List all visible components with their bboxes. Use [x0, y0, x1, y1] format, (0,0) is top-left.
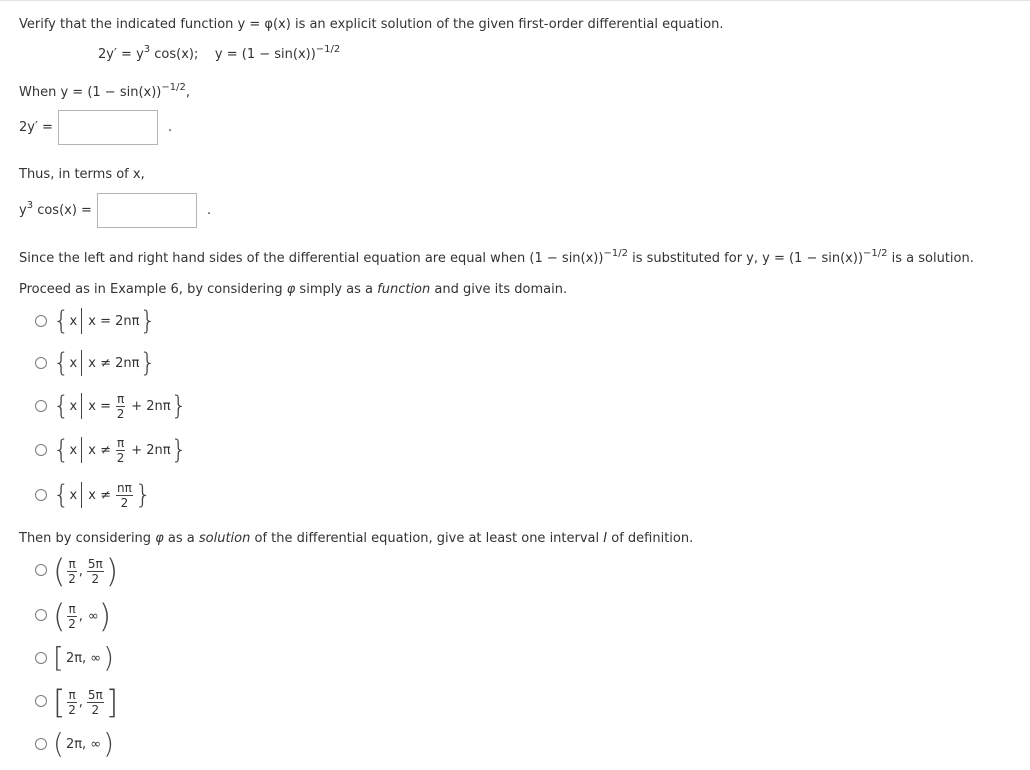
interval-option-radio[interactable]: [35, 564, 47, 576]
left-brace: {: [53, 306, 70, 336]
right-brace: }: [134, 480, 152, 510]
interval-option-radio[interactable]: [35, 609, 47, 621]
fraction: $\frac{\pi}{2}$: [68, 556, 76, 586]
lhs-row: [19, 110, 172, 145]
domain-option: { x x = $\frac{\pi}{2}$ + 2nπ }: [53, 391, 188, 421]
domain-option-radio[interactable]: [35, 444, 47, 456]
then-statement: Then by considering φ as a solution of the differential equation, give at least one interval I of definition.: [19, 531, 694, 546]
left-brace: {: [53, 480, 70, 510]
rhs-period: .: [206, 203, 212, 218]
fraction: $\frac{\pi}{2}$: [68, 687, 76, 717]
fraction: $\frac{\pi}{2}$: [68, 601, 76, 631]
since-statement: Since the left and right hand sides of the differential equation are equal when $(1 - \sin(x))^{-1/2}$ is substituted for y, $y = (1 - \sin(x))^{-1/2}$ is a solution.: [19, 248, 974, 266]
rhs-answer-input[interactable]: [97, 193, 197, 228]
domain-option: { x x ≠ 2nπ }: [53, 348, 156, 378]
domain-option: { x x ≠ $\frac{n\pi}{2}$ }: [53, 480, 152, 510]
domain-option-radio[interactable]: [35, 357, 47, 369]
interval-option: ( $\frac{\pi}{2}$ , $\frac{5\pi}{2}$ ): [53, 552, 119, 590]
interval-option-radio[interactable]: [35, 738, 47, 750]
such-that-bar: [81, 482, 82, 508]
left-brace: {: [53, 435, 70, 465]
such-that-bar: [81, 308, 82, 334]
proceed-statement: Proceed as in Example 6, by considering φ simply as a function and give its domain.: [19, 282, 568, 297]
when-statement: When $y = (1 - \sin(x))^{-1/2}$,: [19, 82, 190, 100]
interval-option-radio[interactable]: [35, 695, 47, 707]
interval-option: ( $\frac{\pi}{2}$ , ∞ ): [53, 597, 112, 635]
such-that-bar: [81, 393, 82, 419]
right-brace: }: [139, 306, 156, 336]
differential-equation: $2y' = y^3$ cos(x); $y = (1 - \sin(x))^{-1/2}$: [98, 44, 341, 62]
interval-option-radio[interactable]: [35, 652, 47, 664]
right-brace: }: [170, 391, 188, 421]
right-brace: }: [170, 435, 188, 465]
fraction: $\frac{\pi}{2}$: [116, 391, 125, 421]
rhs-label: $y^3$ cos(x) =: [19, 200, 92, 218]
fraction: $\frac{5\pi}{2}$: [87, 556, 103, 586]
rhs-row: [19, 193, 211, 228]
domain-option-radio[interactable]: [35, 315, 47, 327]
right-brace: }: [139, 348, 156, 378]
domain-option: { x x = 2nπ }: [53, 306, 156, 336]
lhs-label: 2y′ =: [19, 120, 53, 135]
domain-option-radio[interactable]: [35, 489, 47, 501]
question-intro: Verify that the indicated function y = φ(x) is an explicit solution of the given first-order differential equation.: [19, 17, 724, 32]
lhs-period: .: [167, 120, 173, 135]
left-brace: {: [53, 348, 70, 378]
fraction: $\frac{5\pi}{2}$: [87, 687, 103, 717]
interval-option: [ 2π, ∞ ): [53, 641, 115, 674]
fraction: $\frac{n\pi}{2}$: [116, 480, 132, 510]
such-that-bar: [81, 437, 82, 463]
domain-option-radio[interactable]: [35, 400, 47, 412]
left-brace: {: [53, 391, 70, 421]
interval-option: ( 2π, ∞ ): [53, 727, 115, 760]
thus-statement: Thus, in terms of x,: [19, 167, 145, 182]
lhs-answer-input[interactable]: [58, 110, 158, 145]
such-that-bar: [81, 350, 82, 376]
interval-option: [ $\frac{\pi}{2}$ , $\frac{5\pi}{2}$ ]: [53, 683, 119, 721]
fraction: $\frac{\pi}{2}$: [116, 435, 125, 465]
domain-option: { x x ≠ $\frac{\pi}{2}$ + 2nπ }: [53, 435, 188, 465]
